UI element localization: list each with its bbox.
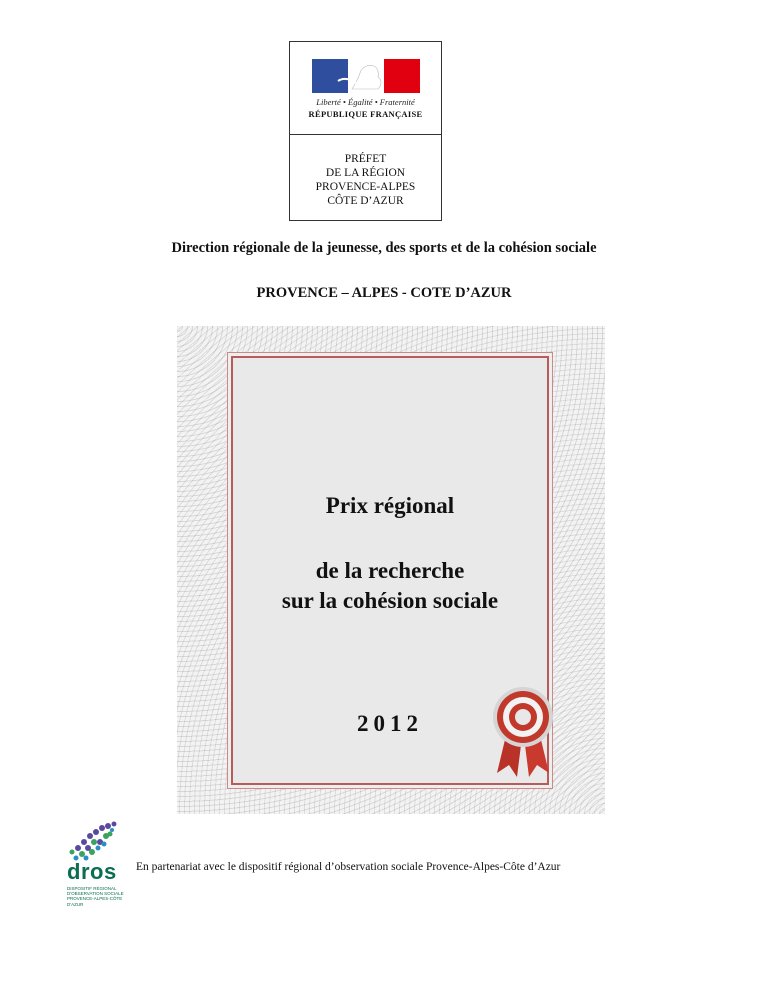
region-heading: PROVENCE – ALPES - COTE D’AZUR xyxy=(256,285,512,301)
certificate-subtitle xyxy=(233,556,547,616)
dros-logo-subtitle xyxy=(67,886,127,907)
subtitle-line: de la recherche xyxy=(315,558,465,583)
marianne-flag-icon xyxy=(312,59,420,93)
certificate-year: 2012 xyxy=(357,711,423,736)
republic-logo xyxy=(290,42,441,135)
partner-text: En partenariat avec le dispositif régional d’observation sociale Provence-Alpes-Côte d’Azur xyxy=(136,861,561,873)
dros-sub-line: PROVENCE-ALPES-CÔTE D'AZUR xyxy=(67,896,123,907)
direction-heading: Direction régionale de la jeunesse, des sports et de la cohésion sociale xyxy=(171,240,597,256)
rosette-ribbon-icon xyxy=(487,683,559,779)
dros-sub-line: DISPOSITIF RÉGIONAL xyxy=(67,886,117,891)
subtitle-line: sur la cohésion sociale xyxy=(281,588,499,613)
republic-motto: Liberté • Égalité • Fraternité xyxy=(316,97,415,107)
dros-sub-line: D'OBSERVATION SOCIALE xyxy=(67,891,124,897)
prefecture-logo-box xyxy=(289,41,442,221)
prefet-line: DE LA RÉGION xyxy=(325,167,406,179)
prefet-title xyxy=(290,152,441,208)
dros-logo-text: dros xyxy=(67,859,117,884)
prefet-line: PRÉFET xyxy=(344,153,387,165)
certificate-title: Prix régional xyxy=(325,493,455,518)
republic-name: RÉPUBLIQUE FRANÇAISE xyxy=(308,109,423,119)
prefet-line: CÔTE D’AZUR xyxy=(327,195,404,207)
prefet-line: PROVENCE-ALPES xyxy=(315,181,416,193)
